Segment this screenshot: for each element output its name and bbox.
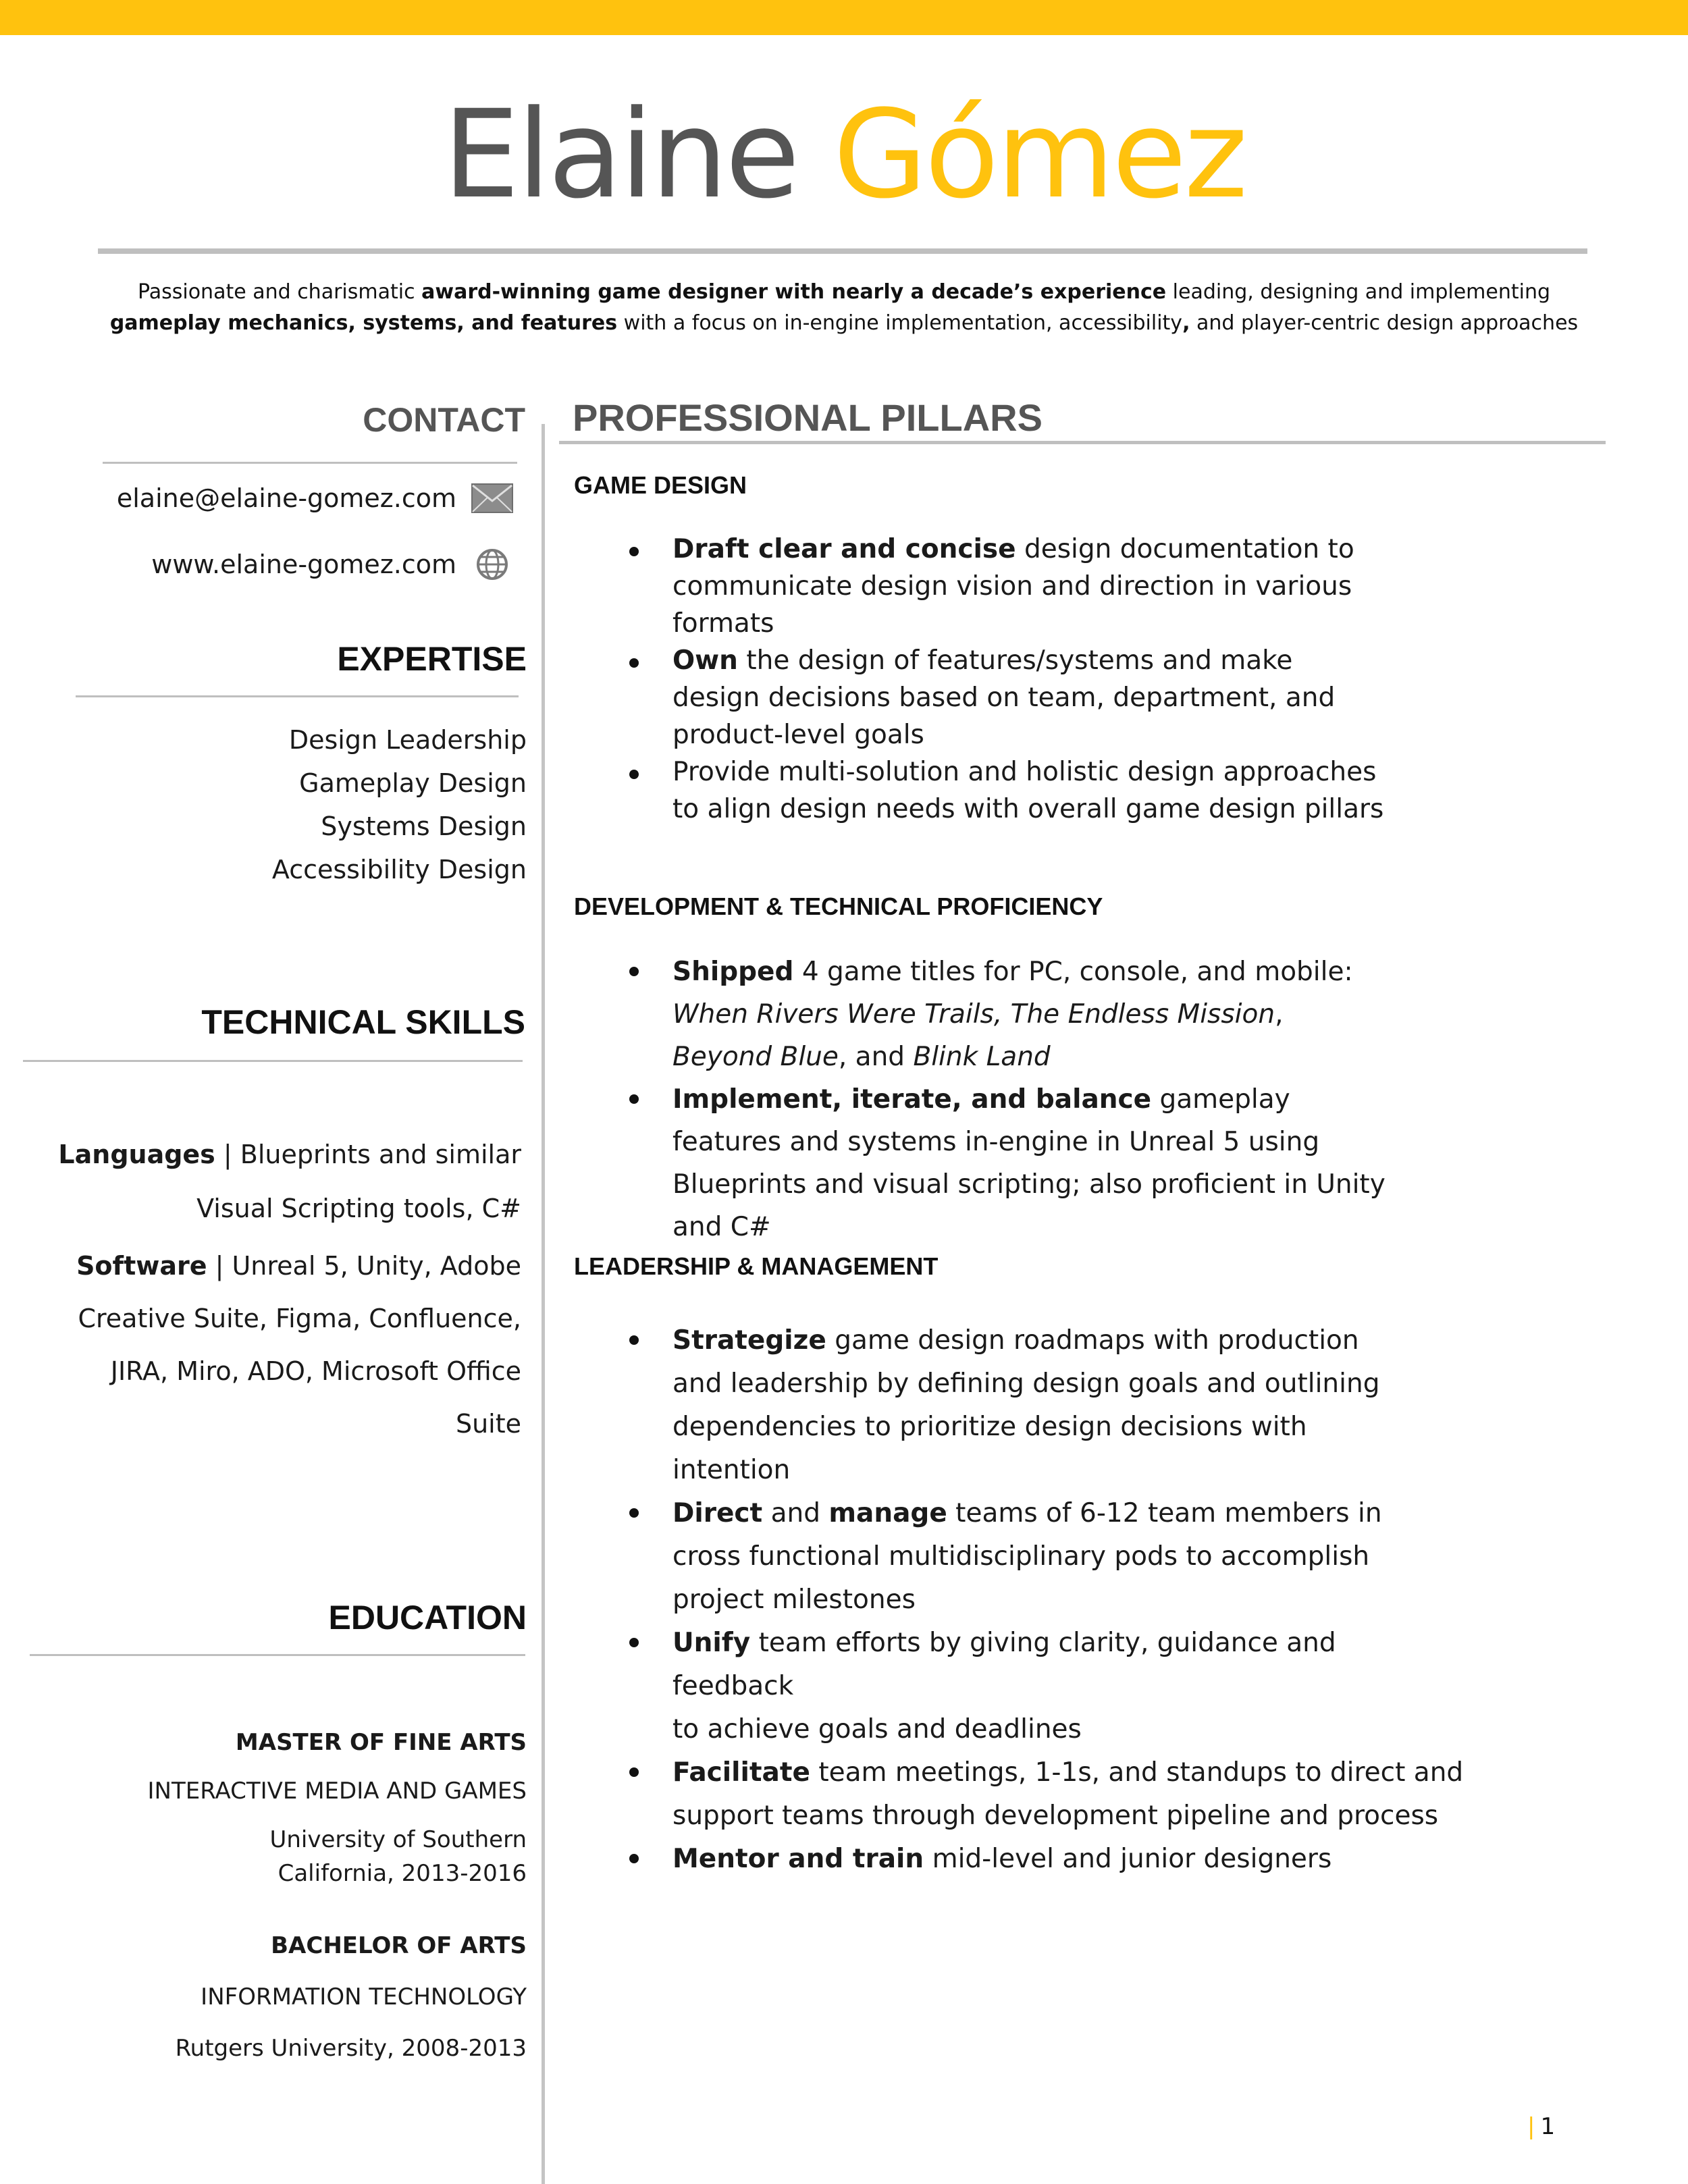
expertise-item: Design Leadership [288,725,527,755]
education-entry [68,1726,527,1890]
degree-field: INFORMATION TECHNOLOGY [201,1983,527,2010]
expertise-item: Gameplay Design [299,768,527,798]
development-list [672,951,1388,1248]
pillars-heading: PROFESSIONAL PILLARS [573,396,1043,439]
leadership-list [672,1319,1464,1881]
list-item: Own the design of features/systems and make design decisions based on team, department, and product-level goals [672,642,1388,753]
game-design-subheading: GAME DESIGN [574,471,747,499]
software-block: Software | Unreal 5, Unity, Adobe Creative Suite, Figma, Confluence, JIRA, Miro, ADO, Microsoft Office Suite [76,1251,521,1439]
education-heading: EDUCATION [328,1599,527,1636]
expertise-list [135,718,527,891]
globe-icon [471,548,513,581]
list-item: Mentor and train mid-level and junior designers [672,1838,1402,1881]
school-name: California, 2013-2016 [278,1860,527,1887]
languages-block: Languages | Blueprints and similar Visual Scripting tools, C# [58,1140,521,1223]
development-subheading: DEVELOPMENT & TECHNICAL PROFICIENCY [574,893,1103,920]
contact-heading: CONTACT [363,401,525,439]
expertise-heading: EXPERTISE [337,640,527,678]
degree-title: MASTER OF FINE ARTS [235,1729,527,1756]
list-item: Implement, iterate, and balance gameplay features and systems in-engine in Unreal 5 using Blueprints and visual scripting; also proficient in Unity and C# [672,1078,1388,1248]
list-item: Direct and manage teams of 6-12 team members in cross functional multidisciplinary pods to accomplish project milestones [672,1492,1402,1622]
technical-skills-heading: TECHNICAL SKILLS [201,1003,525,1041]
contact-divider [103,462,517,464]
leadership-subheading: LEADERSHIP & MANAGEMENT [574,1252,939,1280]
pillars-divider [559,441,1606,444]
technical-skills-divider [23,1060,523,1062]
languages-label: Languages [58,1140,215,1169]
school-name: University of Southern [269,1826,527,1853]
email-link[interactable]: elaine@elaine-gomez.com [116,483,456,513]
expertise-divider [76,695,519,697]
first-name: Elaine [442,84,797,225]
candidate-name [0,81,1688,230]
expertise-item: Accessibility Design [271,855,527,884]
professional-summary: Passionate and charismatic award-winning game designer with nearly a decade’s experience leading, designing and implementing gameplay mechanics, systems, and features with a focus on in-engine implementation, accessibility, and player-centric design approaches [109,280,1579,335]
degree-field: INTERACTIVE MEDIA AND GAMES [147,1778,527,1805]
list-item: Strategize game design roadmaps with production and leadership by defining design goals and outlining dependencies to prioritize design decisions with intention [672,1319,1402,1492]
list-item: Unify team efforts by giving clarity, guidance and feedback to achieve goals and deadlines [672,1622,1402,1751]
top-accent-bar [0,0,1688,35]
website-row[interactable] [68,545,513,583]
game-design-list [672,531,1388,828]
software-label: Software [76,1251,207,1281]
education-entry [68,1929,527,2065]
school-name: Rutgers University, 2008-2013 [175,2035,527,2062]
envelope-icon [471,481,513,515]
list-item: Draft clear and concise design documentation to communicate design vision and direction in various formats [672,531,1388,642]
expertise-item: Systems Design [321,811,527,841]
header-divider [98,248,1587,254]
list-item: Facilitate team meetings, 1-1s, and standups to direct and support teams through development pipeline and process [672,1751,1510,1838]
degree-title: BACHELOR OF ARTS [271,1932,527,1959]
list-item: Shipped 4 game titles for PC, console, and mobile: When Rivers Were Trails, The Endless Mission, Beyond Blue, and Blink Land [672,951,1388,1078]
column-divider [542,424,545,2184]
email-row[interactable] [68,479,513,517]
last-name: Gómez [833,84,1246,225]
list-item: Provide multi-solution and holistic design approaches to align design needs with overall game design pillars [672,753,1388,828]
website-link[interactable]: www.elaine-gomez.com [151,550,456,579]
education-divider [30,1654,525,1656]
page-number: | 1 [1527,2113,1556,2140]
